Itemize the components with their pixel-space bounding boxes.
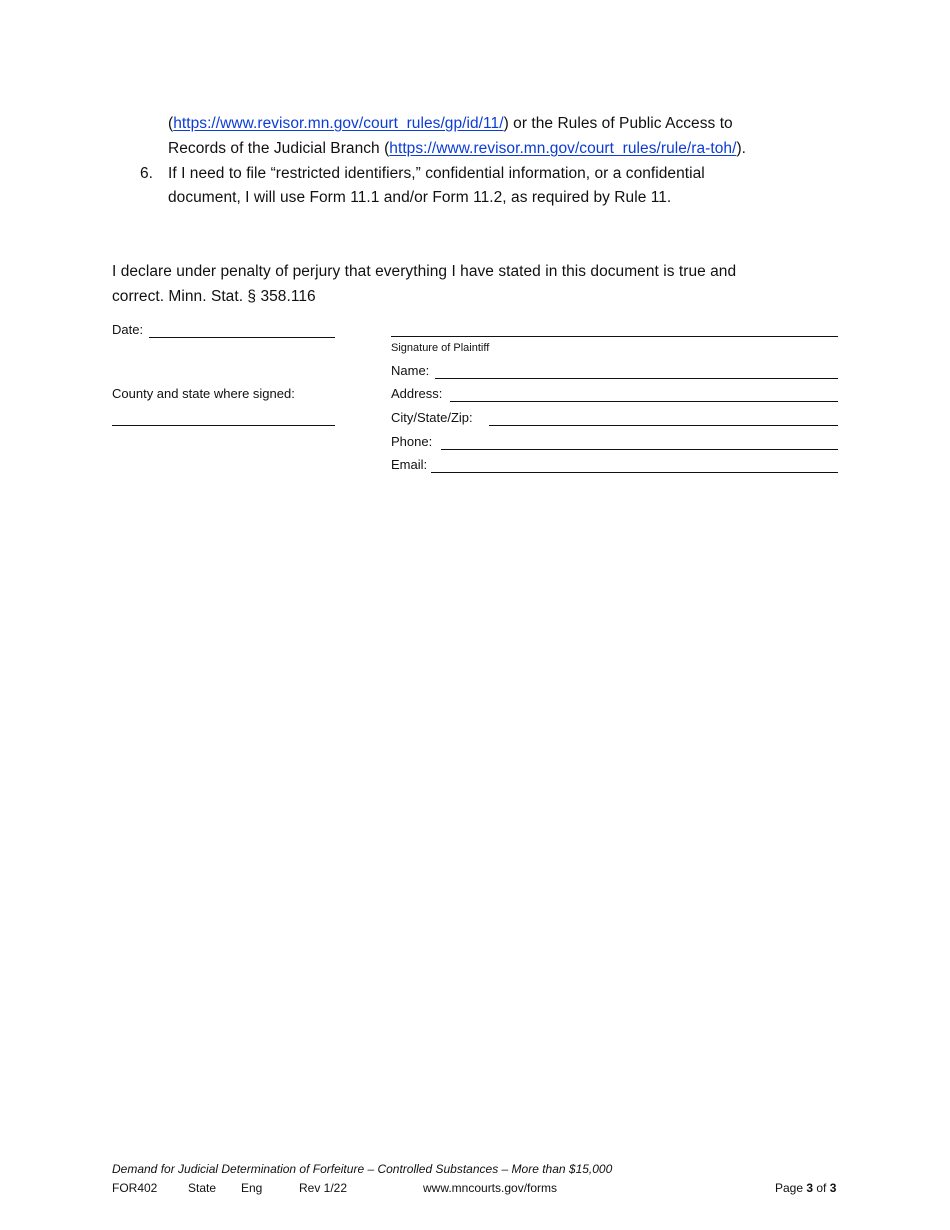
footer-url: www.mncourts.gov/forms — [423, 1181, 558, 1195]
page-total: 3 — [829, 1181, 837, 1195]
name-field-line[interactable] — [435, 378, 838, 379]
list-item-5-continuation-line2 — [168, 137, 746, 161]
county-state-field-line[interactable] — [112, 425, 335, 426]
open-paren: ( — [168, 115, 174, 132]
item5-text1: ) or the Rules of Public Access to — [503, 115, 733, 132]
city-state-zip-field-line[interactable] — [489, 425, 838, 426]
signature-field-line[interactable] — [391, 336, 838, 337]
item5-text3: ). — [736, 140, 747, 157]
footer-form-title: Demand for Judicial Determination of Forfeiture – Controlled Substances – More than $15,000 — [112, 1162, 613, 1176]
phone-label: Phone: — [391, 434, 433, 449]
footer-revision: Rev 1/22 — [299, 1181, 348, 1195]
address-label: Address: — [391, 386, 443, 401]
address-field-line[interactable] — [450, 401, 838, 402]
footer-form-id: FOR402 — [112, 1181, 158, 1195]
footer-state: State — [188, 1181, 217, 1195]
list-item-5-continuation-line1 — [168, 112, 733, 136]
email-field-line[interactable] — [431, 472, 838, 473]
page-of: of — [813, 1181, 830, 1195]
footer-page-number — [775, 1181, 836, 1195]
page-prefix: Page — [775, 1181, 807, 1195]
list-item-6-line1: If I need to file “restricted identifiers,” confidential information, or a confidential — [168, 165, 705, 182]
item5-text2: Records of the Judicial Branch ( — [168, 140, 390, 157]
declaration-line2: correct. Minn. Stat. § 358.116 — [112, 288, 316, 305]
date-field-line[interactable] — [149, 337, 335, 338]
list-item-6-number: 6. — [140, 165, 154, 182]
declaration-line1: I declare under penalty of perjury that everything I have stated in this document is true and — [112, 263, 737, 280]
footer-language: Eng — [241, 1181, 263, 1195]
name-label: Name: — [391, 363, 430, 378]
date-label: Date: — [112, 322, 144, 337]
county-state-label: County and state where signed: — [112, 386, 295, 401]
email-label: Email: — [391, 457, 428, 472]
signature-caption: Signature of Plaintiff — [391, 342, 490, 354]
public-access-rules-link[interactable]: https://www.revisor.mn.gov/court_rules/rule/ra-toh/ — [389, 140, 737, 157]
phone-field-line[interactable] — [441, 449, 838, 450]
city-state-zip-label: City/State/Zip: — [391, 410, 473, 425]
general-rules-link[interactable]: https://www.revisor.mn.gov/court_rules/gp/id/11/ — [173, 115, 504, 132]
page-current: 3 — [806, 1181, 814, 1195]
list-item-6-line2: document, I will use Form 11.1 and/or Form 11.2, as required by Rule 11. — [168, 189, 672, 206]
